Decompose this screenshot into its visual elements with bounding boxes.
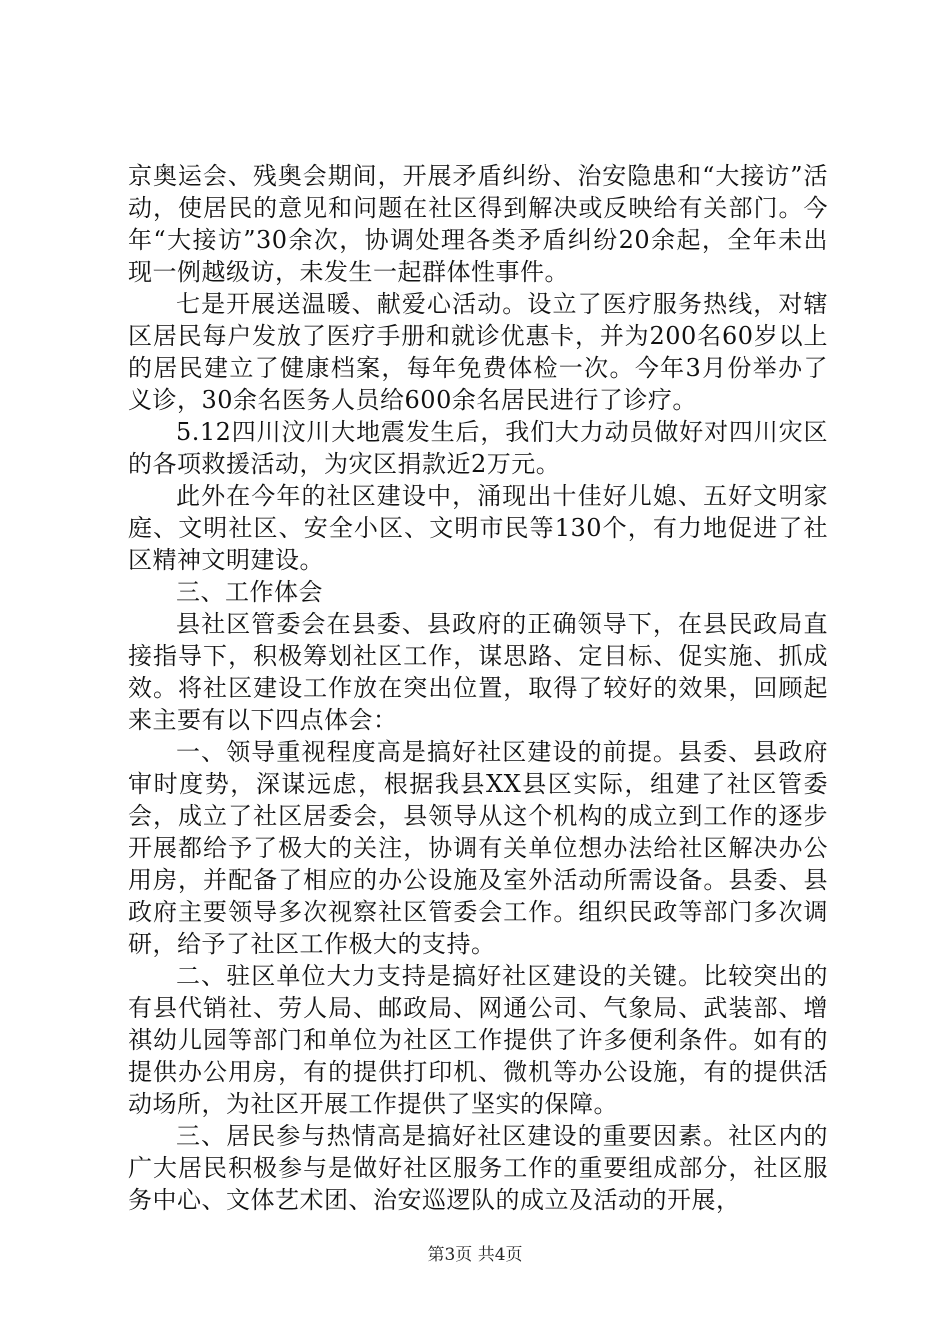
document-body: [128, 160, 828, 1216]
section-heading: 三、工作体会: [176, 578, 323, 606]
paragraph-8: 三、居民参与热情高是搞好社区建设的重要因素。社区内的广大居民积极参与是做好社区服务工作的重要组成部分，社区服务中心、文体艺术团、治安巡逻队的成立及活动的开展，: [128, 1122, 828, 1214]
paragraph-5: 县社区管委会在县委、县政府的正确领导下，在县民政局直接指导下，积极筹划社区工作，谋思路、定目标、促实施、抓成效。将社区建设工作放在突出位置，取得了较好的效果，回顾起来主要有以下四点体会：: [128, 610, 828, 734]
paragraph-2: 七是开展送温暖、献爱心活动。设立了医疗服务热线，对辖区居民每户发放了医疗手册和就诊优惠卡，并为200名60岁以上的居民建立了健康档案，每年免费体检一次。今年3月份举办了义诊，30余名医务人员给600余名居民进行了诊疗。: [128, 290, 828, 414]
paragraph-3: 5.12四川汶川大地震发生后，我们大力动员做好对四川灾区的各项救援活动，为灾区捐款近2万元。: [128, 418, 828, 478]
paragraph-7: 二、驻区单位大力支持是搞好社区建设的关键。比较突出的有县代销社、劳人局、邮政局、网通公司、气象局、武装部、增祺幼儿园等部门和单位为社区工作提供了许多便利条件。如有的提供办公用房，有的提供打印机、微机等办公设施，有的提供活动场所，为社区开展工作提供了坚实的保障。: [128, 962, 828, 1118]
paragraph-6: 一、领导重视程度高是搞好社区建设的前提。县委、县政府审时度势，深谋远虑，根据我县XX县区实际，组建了社区管委会，成立了社区居委会，县领导从这个机构的成立到工作的逐步开展都给予了极大的关注，协调有关单位想办法给社区解决办公用房，并配备了相应的办公设施及室外活动所需设备。县委、县政府主要领导多次视察社区管委会工作。组织民政等部门多次调研，给予了社区工作极大的支持。: [128, 738, 828, 958]
page-number-label: 第3页 共4页: [427, 1245, 523, 1265]
paragraph-1: 京奥运会、残奥会期间，开展矛盾纠纷、治安隐患和“大接访”活动，使居民的意见和问题在社区得到解决或反映给有关部门。今年“大接访”30余次，协调处理各类矛盾纠纷20余起，全年未出现一例越级访，未发生一起群体性事件。: [128, 162, 828, 286]
page-footer: [0, 1244, 950, 1266]
paragraph-4: 此外在今年的社区建设中，涌现出十佳好儿媳、五好文明家庭、文明社区、安全小区、文明市民等130个，有力地促进了社区精神文明建设。: [128, 482, 828, 574]
